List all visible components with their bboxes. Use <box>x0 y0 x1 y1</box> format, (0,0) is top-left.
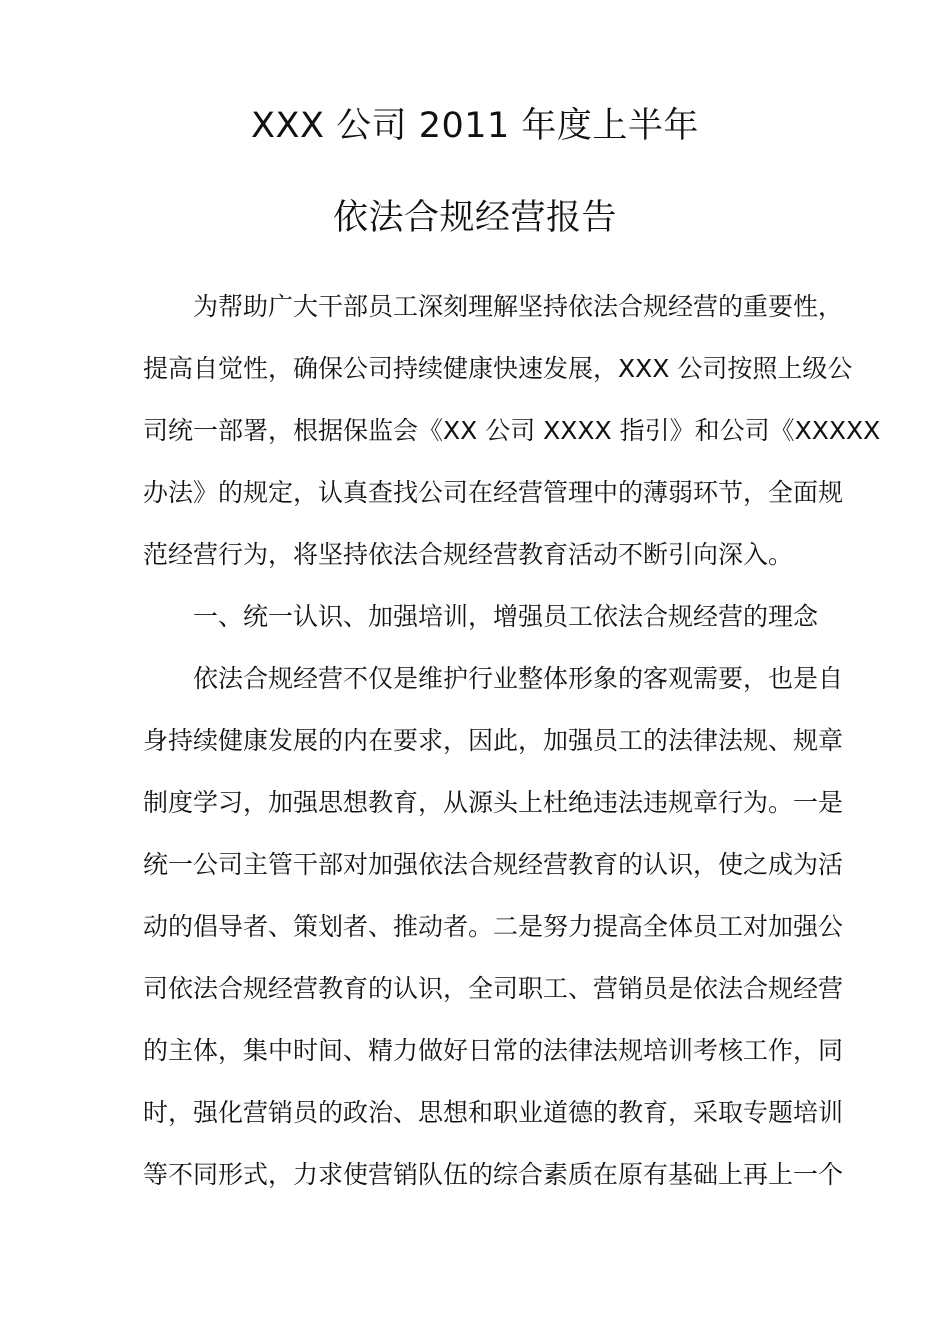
paragraph-intro <box>143 276 881 586</box>
paragraph-line: 司依法合规经营教育的认识，全司职工、营销员是依法合规经营 <box>143 974 844 1003</box>
paragraph-section-1 <box>143 648 844 1206</box>
paragraph-line: 提高自觉性，确保公司持续健康快速发展，XXX 公司按照上级公 <box>143 354 853 383</box>
document-title-line-2: 依法合规经营报告 <box>332 198 617 238</box>
paragraph-line: 为帮助广大干部员工深刻理解坚持依法合规经营的重要性， <box>193 292 844 321</box>
paragraph-line: 范经营行为，将坚持依法合规经营教育活动不断引向深入。 <box>143 540 794 569</box>
paragraph-line: 司统一部署，根据保监会《XX 公司 XXXX 指引》和公司《XXXXX <box>143 416 881 445</box>
paragraph-line: 办法》的规定，认真查找公司在经营管理中的薄弱环节，全面规 <box>143 478 844 507</box>
document-title-line-1: XXX 公司 2011 年度上半年 <box>251 106 699 146</box>
section-heading: 一、统一认识、加强培训，增强员工依法合规经营的理念 <box>193 602 819 631</box>
paragraph-line: 动的倡导者、策划者、推动者。二是努力提高全体员工对加强公 <box>143 912 844 941</box>
paragraph-line: 身持续健康发展的内在要求，因此，加强员工的法律法规、规章 <box>143 726 844 755</box>
paragraph-line: 的主体，集中时间、精力做好日常的法律法规培训考核工作，同 <box>143 1036 844 1065</box>
paragraph-line: 时，强化营销员的政治、思想和职业道德的教育，采取专题培训 <box>143 1098 844 1127</box>
paragraph-line: 制度学习，加强思想教育，从源头上杜绝违法违规章行为。一是 <box>143 788 844 817</box>
paragraph-line: 依法合规经营不仅是维护行业整体形象的客观需要，也是自 <box>193 664 844 693</box>
paragraph-line: 等不同形式，力求使营销队伍的综合素质在原有基础上再上一个 <box>143 1160 844 1189</box>
document-body <box>143 276 881 1206</box>
paragraph-line: 统一公司主管干部对加强依法合规经营教育的认识，使之成为活 <box>143 850 844 879</box>
